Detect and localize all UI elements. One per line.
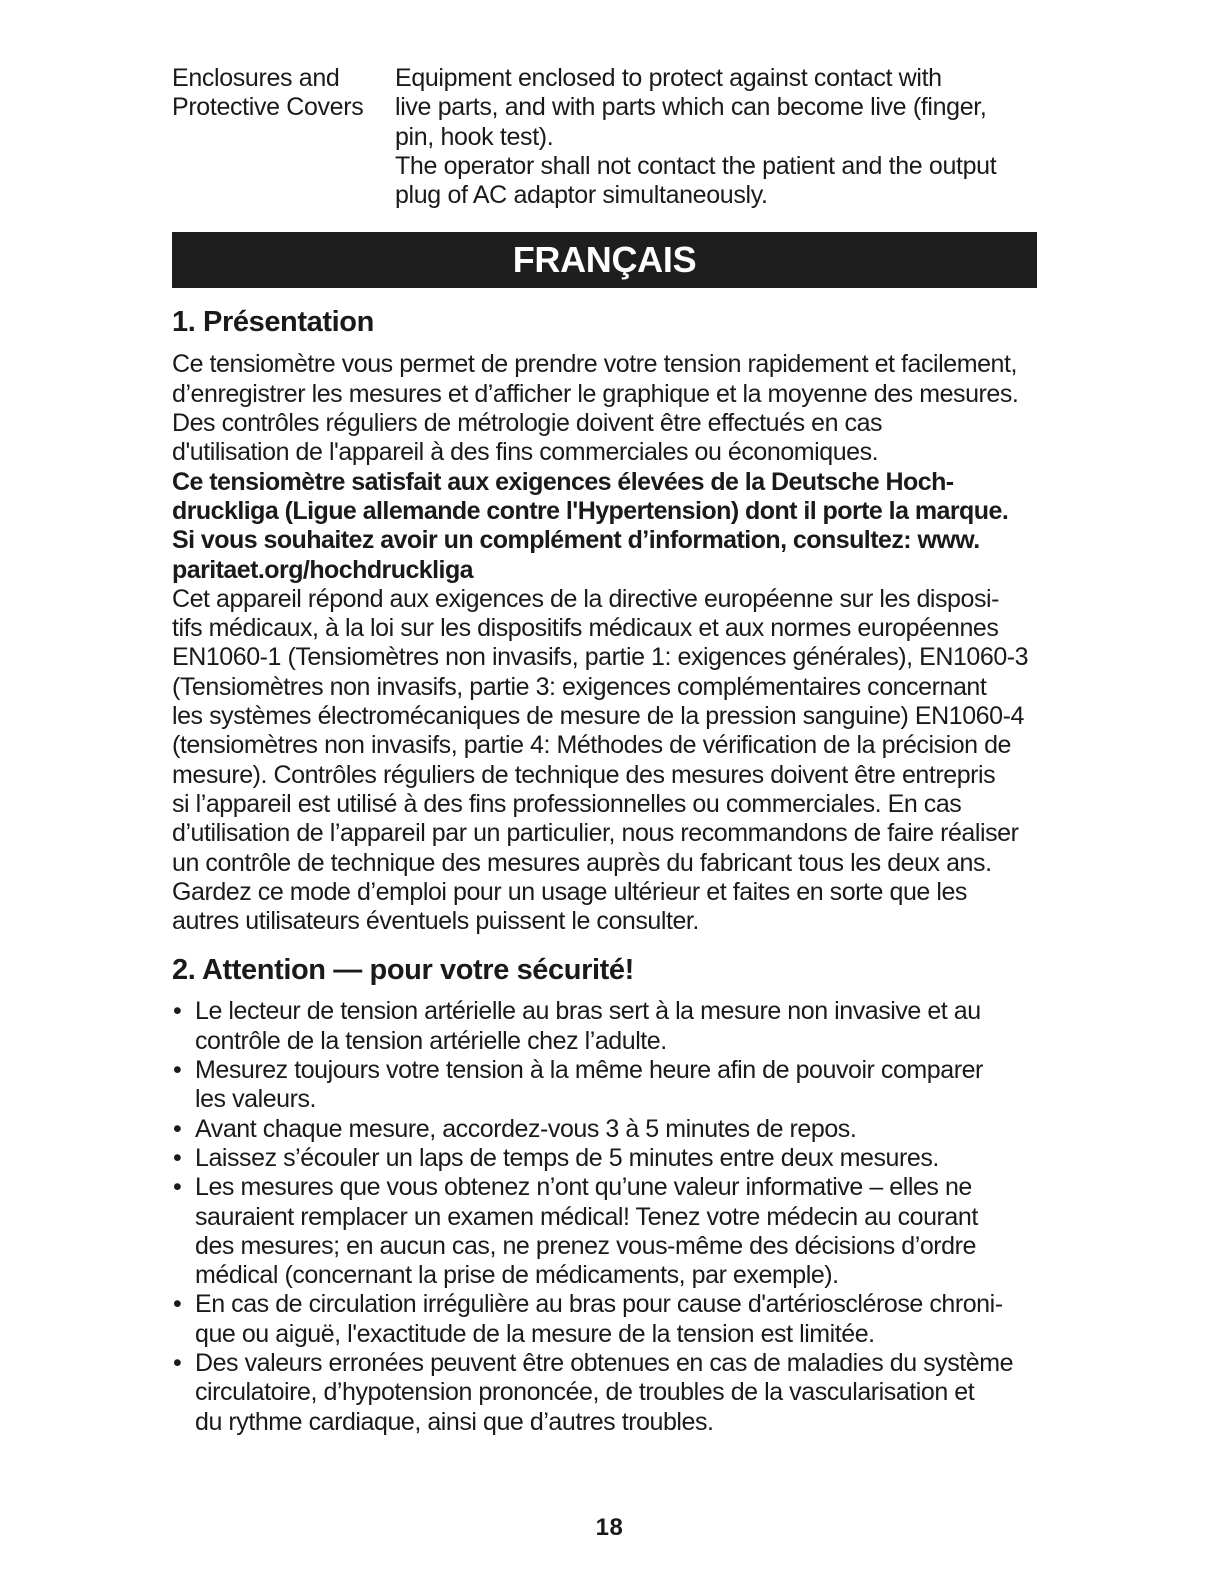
text-line: paritaet.org/hochdruckliga [172, 555, 474, 584]
text-line: circulatoire, d’hypotension prononcée, de troubles de la vascularisation et [195, 1378, 975, 1407]
text-line: Le lecteur de tension artérielle au bras sert à la mesure non invasive et au [195, 997, 981, 1026]
text-line: un contrôle de technique des mesures auprès du fabricant tous les deux ans. [172, 848, 992, 877]
list-item [172, 1056, 1037, 1115]
text-line: Mesurez toujours votre tension à la même heure afin de pouvoir comparer [195, 1056, 983, 1085]
text-line: druckliga (Ligue allemande contre l'Hypertension) dont il porte la marque. [172, 496, 1009, 525]
list-item [172, 1349, 1037, 1437]
text-line: d’utilisation de l’appareil par un particulier, nous recommandons de faire réaliser [172, 819, 1019, 848]
text-line: d'utilisation de l'appareil à des fins commerciales ou économiques. [172, 438, 879, 467]
text-line: sauraient remplacer un examen médical! Tenez votre médecin au courant [195, 1202, 978, 1231]
text-line: les systèmes électromécaniques de mesure de la pression sanguine) EN1060-4 [172, 702, 1024, 731]
spec-description-line: Equipment enclosed to protect against contact with [395, 64, 942, 92]
text-line: Les mesures que vous obtenez n’ont qu’une valeur informative – elles ne [195, 1173, 972, 1202]
presentation-intro [172, 350, 1037, 467]
text-line: du rythme cardiaque, ainsi que d’autres troubles. [195, 1407, 714, 1436]
compliance-paragraph [172, 585, 1037, 937]
spec-description-line: live parts, and with parts which can become live (finger, [395, 93, 987, 122]
text-line: mesure). Contrôles réguliers de technique des mesures doivent être entrepris [172, 760, 996, 789]
safety-list [172, 997, 1037, 1436]
text-line: (Tensiomètres non invasifs, partie 3: exigences complémentaires concernant [172, 672, 987, 701]
language-banner: FRANÇAIS [172, 232, 1037, 288]
text-line: que ou aiguë, l'exactitude de la mesure de la tension est limitée. [195, 1319, 875, 1348]
bullet-icon: • [173, 1348, 182, 1377]
document-page [172, 64, 1037, 1437]
text-line: EN1060-1 (Tensiomètres non invasifs, partie 1: exigences générales), EN1060-3 [172, 643, 1029, 672]
text-line: contrôle de la tension artérielle chez l’adulte. [195, 1026, 667, 1055]
text-line: Avant chaque mesure, accordez-vous 3 à 5 minutes de repos. [195, 1114, 857, 1143]
text-line: si l’appareil est utilisé à des fins professionnelles ou commerciales. En cas [172, 789, 962, 818]
text-line: Laissez s’écouler un laps de temps de 5 minutes entre deux mesures. [195, 1143, 939, 1172]
page-number: 18 [595, 1514, 624, 1541]
text-line: (tensiomètres non invasifs, partie 4: Méthodes de vérification de la précision de [172, 731, 1012, 760]
spec-term-line: Enclosures and [172, 64, 340, 92]
spec-description-line: plug of AC adaptor simultaneously. [395, 181, 768, 210]
list-item [172, 1144, 1037, 1173]
bullet-icon: • [173, 1056, 182, 1085]
section-heading-attention: 2. Attention — pour votre sécurité! [172, 954, 634, 987]
text-line: les valeurs. [195, 1085, 317, 1114]
text-line: tifs médicaux, à la loi sur les dispositifs médicaux et aux normes européennes [172, 614, 999, 643]
text-line: autres utilisateurs éventuels puissent le consulter. [172, 907, 699, 936]
spec-term [172, 64, 395, 210]
spec-description-line: pin, hook test). [395, 122, 554, 151]
bullet-icon: • [173, 1290, 182, 1319]
list-item [172, 1290, 1037, 1349]
list-item [172, 997, 1037, 1056]
spec-term-line: Protective Covers [172, 93, 364, 122]
bullet-icon: • [173, 1143, 182, 1172]
text-line: Ce tensiomètre satisfait aux exigences élevées de la Deutsche Hoch- [172, 467, 954, 496]
bullet-icon: • [173, 1114, 182, 1143]
list-item [172, 1115, 1037, 1144]
text-line: Cet appareil répond aux exigences de la directive européenne sur les disposi- [172, 584, 999, 613]
text-line: Ce tensiomètre vous permet de prendre votre tension rapidement et facilement, [172, 350, 1017, 379]
text-line: des mesures; en aucun cas, ne prenez vous-même des décisions d’ordre [195, 1231, 976, 1260]
section-heading-presentation: 1. Présentation [172, 306, 374, 339]
text-line: En cas de circulation irrégulière au bras pour cause d'artériosclérose chroni- [195, 1290, 1003, 1319]
text-line: Des contrôles réguliers de métrologie doivent être effectués en cas [172, 409, 883, 438]
bullet-icon: • [173, 1173, 182, 1202]
hochdruckliga-notice [172, 468, 1037, 585]
spec-description [395, 64, 1037, 210]
text-line: Si vous souhaitez avoir un complément d’information, consultez: www. [172, 526, 980, 555]
text-line: d’enregistrer les mesures et d’afficher le graphique et la moyenne des mesures. [172, 379, 1019, 408]
spec-description-line: The operator shall not contact the patient and the output [395, 151, 997, 180]
list-item [172, 1173, 1037, 1290]
text-line: Des valeurs erronées peuvent être obtenues en cas de maladies du système [195, 1348, 1014, 1377]
bullet-icon: • [173, 997, 182, 1026]
text-line: médical (concernant la prise de médicaments, par exemple). [195, 1261, 839, 1290]
spec-table-row [172, 64, 1037, 210]
text-line: Gardez ce mode d’emploi pour un usage ultérieur et faites en sorte que les [172, 877, 967, 906]
